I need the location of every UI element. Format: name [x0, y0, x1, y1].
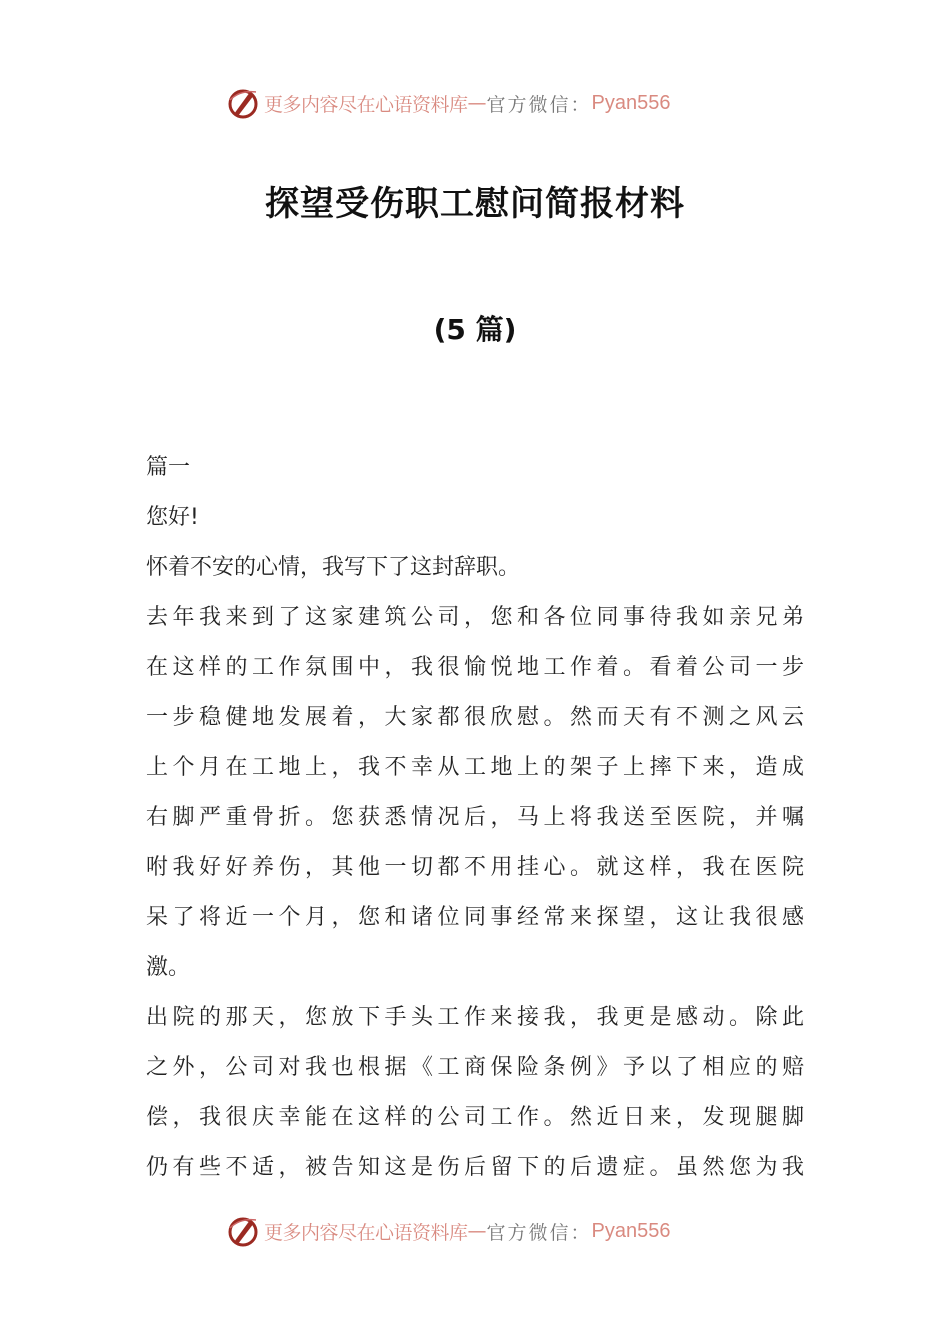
body-line: 仍有些不适，被告知这是伤后留下的后遗症。虽然您为我 — [146, 1155, 804, 1180]
banner-dash: — — [467, 1220, 487, 1242]
body-line: 出院的那天，您放下手头工作来接我，我更是感动。除此 — [146, 1005, 804, 1030]
banner-dash: — — [467, 92, 487, 114]
banner-site-text: 更多内容尽在心语资料库 — [264, 1221, 468, 1244]
banner-wechat-id: Pyan556 — [591, 91, 671, 114]
banner-wechat-id: Pyan556 — [591, 1219, 671, 1242]
document-body — [146, 446, 804, 1196]
body-line: 去年我来到了这家建筑公司，您和各位同事待我如亲兄弟 — [146, 605, 804, 630]
body-line: 右脚严重骨折。您获悉情况后，马上将我送至医院，并嘱 — [146, 805, 804, 830]
body-line: 您好! — [146, 505, 199, 530]
banner-wechat-label: 官方微信： — [486, 1221, 592, 1244]
body-line: 怀着不安的心情，我写下了这封辞职。 — [146, 555, 521, 580]
body-line: 篇一 — [146, 455, 191, 480]
body-line: 呆了将近一个月，您和诸位同事经常来探望，这让我很感 — [146, 905, 804, 930]
footer-banner — [226, 1211, 726, 1251]
body-line: 在这样的工作氛围中，我很愉悦地工作着。看着公司一步 — [146, 655, 804, 680]
body-line: 上个月在工地上，我不幸从工地上的架子上摔下来，造成 — [146, 755, 804, 780]
banner-site-text: 更多内容尽在心语资料库 — [264, 93, 468, 116]
body-line: 偿，我很庆幸能在这样的公司工作。然近日来，发现腿脚 — [146, 1105, 804, 1130]
banner-wechat-label: 官方微信： — [486, 93, 592, 116]
body-line: 一步稳健地发展着，大家都很欣慰。然而天有不测之风云 — [146, 705, 804, 730]
quill-logo-icon — [226, 86, 260, 120]
quill-logo-icon — [226, 1214, 260, 1248]
body-line: 咐我好好养伤，其他一切都不用挂心。就这样，我在医院 — [146, 855, 804, 880]
body-line: 之外，公司对我也根据《工商保险条例》予以了相应的赔 — [146, 1055, 804, 1080]
document-subtitle: (5 篇) — [433, 313, 517, 346]
header-banner — [226, 83, 726, 123]
document-title: 探望受伤职工慰问简报材料 — [265, 184, 685, 224]
body-line: 激。 — [146, 955, 191, 980]
